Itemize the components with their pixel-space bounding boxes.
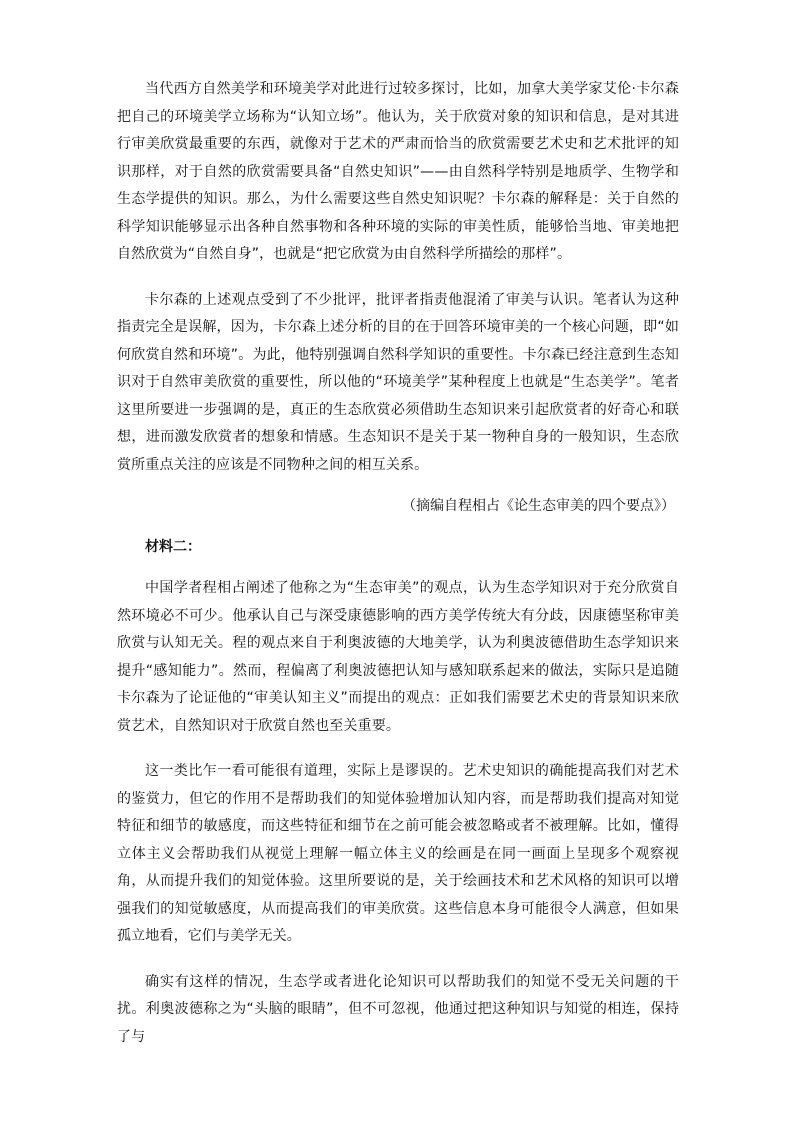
- section-heading-material-two: 材料二：: [145, 539, 201, 555]
- paragraph-carlson-cognitive-position: 当代西方自然美学和环境美学对此进行过较多探讨，比如，加拿大美学家艾伦·卡尔森把自己的环境美学立场称为“认知立场”。他认为，关于欣赏对象的知识和信息，是对其进行审美欣赏最重要的东西，就像对于艺术的严肃而恰当的欣赏需要艺术史和艺术批评的知识那样，对于自然的欣赏需要具备“自然史知识”——由自然科学特别是地质学、生物学和生态学提供的知识。那么，为什么需要这些自然史知识呢？卡尔森的解释是：关于自然的科学知识能够显示出各种自然事物和各种环境的实际的审美性质，能够恰当地、审美地把自然欣赏为“自然自身”，也就是“把它欣赏为由自然科学所描绘的那样”。: [117, 81, 679, 262]
- paragraph-criticism-response: 卡尔森的上述观点受到了不少批评，批评者指责他混淆了审美与认识。笔者认为这种指责完全是误解，因为，卡尔森上述分析的目的在于回答环境审美的一个核心问题，即“如何欣赏自然和环境”。为此，他特别强调自然科学知识的重要性。卡尔森已经注意到生态知识对于自然审美欣赏的重要性，所以他的“环境美学”某种程度上也就是“生态美学”。笔者这里所要进一步强调的是，真正的生态欣赏必须借助生态知识来引起欣赏者的好奇心和联想，进而激发欣赏者的想象和情感。生态知识不是关于某一物种自身的一般知识，生态欣赏所重点关注的应该是不同物种之间的相互关系。: [117, 291, 679, 473]
- paragraph-analogy-critique: 这一类比乍一看可能很有道理，实际上是谬误的。艺术史知识的确能提高我们对艺术的鉴赏力，但它的作用不是帮助我们的知觉体验增加认知内容，而是帮助我们提高对知觉特征和细节的敏感度，而这些特征和细节在之前可能会被忽略或者不被理解。比如，懂得立体主义会帮助我们从视觉上理解一幅立体主义的绘画是在同一画面上呈现多个观察视角，从而提升我们的知觉体验。这里所要说的是，关于绘画技术和艺术风格的知识可以增强我们的知觉敏感度，从而提高我们的审美欣赏。这些信息本身可能很令人满意，但如果孤立地看，它们与美学无关。: [117, 763, 679, 944]
- source-citation: （摘编自程相占《论生态审美的四个要点》）: [402, 498, 675, 514]
- document-page: [117, 76, 679, 1051]
- paragraph-leopold-minds-eye: 确实有这样的情况，生态学或者进化论知识可以帮助我们的知觉不受无关问题的干扰。利奥波德称之为“头脑的眼睛”，但不可忽视，他通过把这种知识与知觉的相连，保持了与: [117, 973, 679, 1045]
- paragraph-cheng-ecological-aesthetics: 中国学者程相占阐述了他称之为“生态审美”的观点，认为生态学知识对于充分欣赏自然环境必不可少。他承认自己与深受康德影响的西方美学传统大有分歧，因康德坚称审美欣赏与认知无关。程的观点来自于利奥波德的大地美学，认为利奥波德借助生态学知识来提升“感知能力”。然而，程偏离了利奥波德把认知与感知联系起来的做法，实际只是追随卡尔森为了论证他的“审美认知主义”而提出的观点：正如我们需要艺术史的背景知识来欣赏艺术，自然知识对于欣赏自然也至关重要。: [117, 580, 679, 734]
